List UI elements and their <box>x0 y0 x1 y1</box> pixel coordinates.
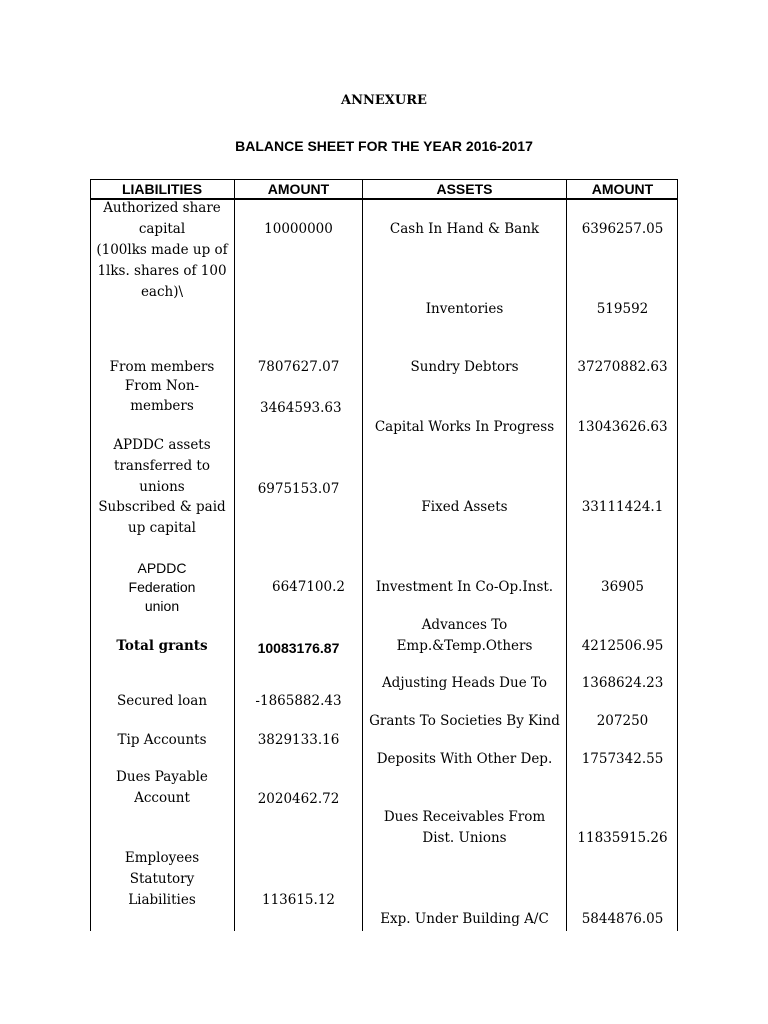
inventories-amount: 519592 <box>596 301 649 317</box>
advances-label: Advances To Emp.&Temp.Others <box>396 617 533 654</box>
cash-in-hand-label: Cash In Hand & Bank <box>389 221 540 237</box>
grants-societies-amount: 207250 <box>596 713 649 729</box>
from-non-members-label: From Non- members <box>124 378 200 414</box>
apddc-assets-label: APDDC assets transferred to unions <box>113 437 211 495</box>
investment-label: Investment In Co-Op.Inst. <box>375 579 554 595</box>
from-members-amount: 7807627.07 <box>257 359 340 375</box>
dues-payable-label: Dues Payable Account <box>116 769 208 806</box>
dues-receivable-amount: 11835915.26 <box>577 830 668 846</box>
grants-societies-label: Grants To Societies By Kind <box>369 713 560 729</box>
cash-in-hand-amount: 6396257.05 <box>581 221 664 237</box>
header-liabilities: LIABILITIES <box>121 181 203 197</box>
total-grants-label: Total grants <box>116 638 208 654</box>
table-border-right <box>677 179 678 931</box>
subscribed-paid-up-capital: Subscribed & paid up capital <box>98 499 226 536</box>
authorized-share-capital: Authorized share capital (100lks made up of 1lks. shares of 100 each)\ <box>96 200 228 300</box>
advances-amount: 4212506.95 <box>581 638 664 654</box>
adjusting-heads-amount: 1368624.23 <box>581 675 664 691</box>
fixed-assets-label: Fixed Assets <box>421 499 508 515</box>
employees-statutory-amount: 113615.12 <box>261 892 335 908</box>
deposits-amount: 1757342.55 <box>581 751 664 767</box>
column-divider-1 <box>234 179 235 931</box>
adjusting-heads-label: Adjusting Heads Due To <box>381 675 548 691</box>
apddc-federation-amount: 6647100.2 <box>271 579 345 595</box>
deposits-label: Deposits With Other Dep. <box>376 751 553 767</box>
balance-sheet-title: BALANCE SHEET FOR THE YEAR 2016-2017 <box>235 138 533 154</box>
investment-amount: 36905 <box>601 579 644 595</box>
capital-works-label: Capital Works In Progress <box>374 419 555 435</box>
header-amount-assets: AMOUNT <box>591 181 654 197</box>
tip-accounts-amount: 3829133.16 <box>257 732 340 748</box>
inventories-label: Inventories <box>425 301 504 317</box>
secured-loan-amount: -1865882.43 <box>255 693 342 709</box>
capital-works-amount: 13043626.63 <box>577 419 668 435</box>
exp-building-amount: 5844876.05 <box>581 911 664 927</box>
from-members-label: From members <box>109 359 215 375</box>
dues-receivable-label: Dues Receivables From Dist. Unions <box>383 809 546 846</box>
header-assets: ASSETS <box>436 181 493 197</box>
from-non-members-amount: 3464593.63 <box>260 400 342 416</box>
dues-payable-amount: 2020462.72 <box>257 791 340 807</box>
tip-accounts-label: Tip Accounts <box>117 732 207 748</box>
exp-building-label: Exp. Under Building A/C <box>380 911 549 927</box>
annexure-heading: ANNEXURE <box>341 93 427 108</box>
authorized-amount: 10000000 <box>264 221 333 237</box>
fixed-assets-amount: 33111424.1 <box>581 499 664 515</box>
apddc-assets-amount: 6975153.07 <box>257 481 340 497</box>
sundry-debtors-amount: 37270882.63 <box>577 359 668 375</box>
total-grants-amount: 10083176.87 <box>257 640 340 656</box>
header-amount-liabilities: AMOUNT <box>267 181 330 197</box>
sundry-debtors-label: Sundry Debtors <box>410 359 519 375</box>
apddc-federation-label: APDDC Federation union <box>128 560 196 614</box>
column-divider-3 <box>566 179 567 931</box>
secured-loan-label: Secured loan <box>116 693 208 709</box>
balance-sheet-table <box>90 179 678 931</box>
employees-statutory-label: Employees Statutory Liabilities <box>124 850 200 908</box>
